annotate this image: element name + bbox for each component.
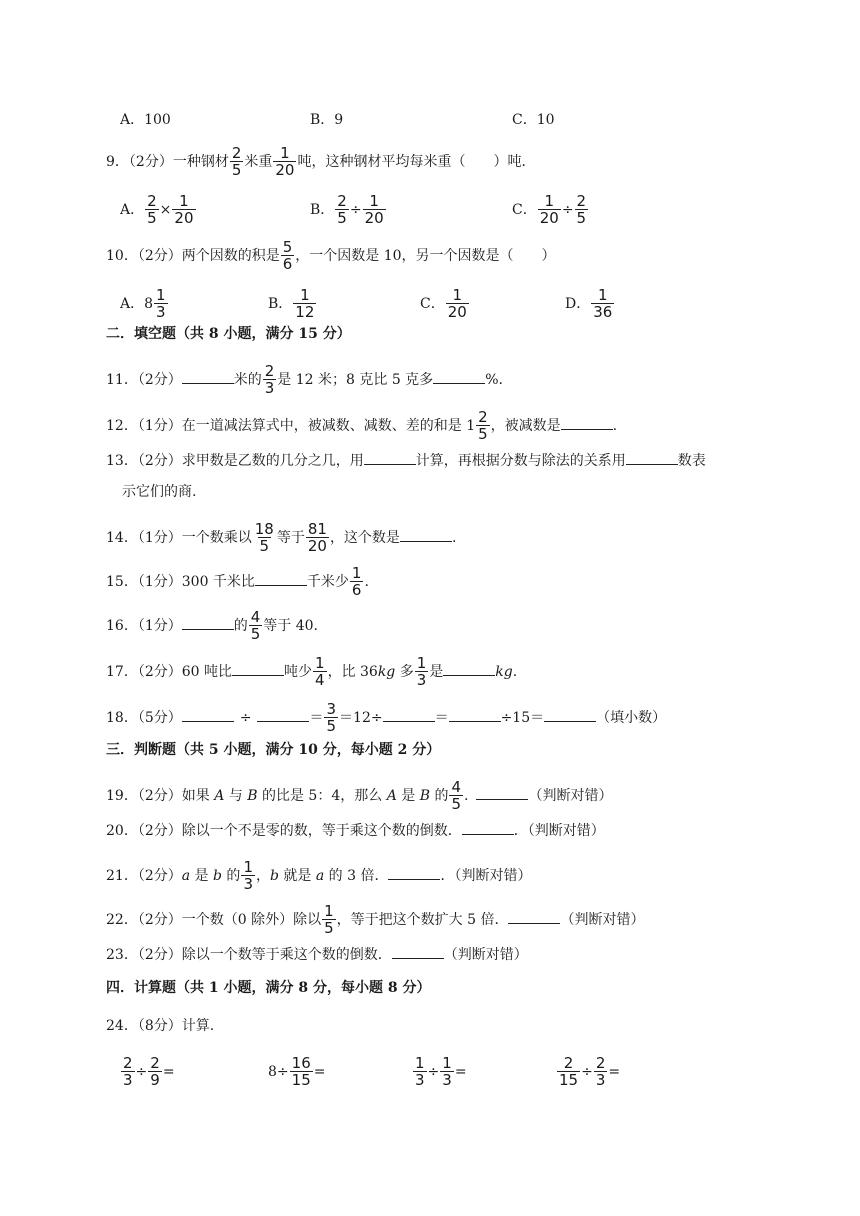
q9-option-c xyxy=(512,194,589,226)
question-text: 千米少 xyxy=(306,574,349,590)
question-number: 14． xyxy=(106,530,138,546)
fraction xyxy=(154,288,168,320)
calc-expression-2 xyxy=(268,1056,325,1088)
question-number: 21． xyxy=(106,868,138,884)
judge-hint: ．（判断对错） xyxy=(440,868,532,884)
denominator: 5 xyxy=(250,625,261,643)
question-text: ，这个数是 xyxy=(329,530,400,546)
denominator: 6 xyxy=(282,255,293,273)
section-4-heading: 四．计算题（共 1 小题，满分 8 分，每小题 8 分） xyxy=(106,980,431,996)
unit-kg: kg xyxy=(495,664,513,680)
fraction xyxy=(281,240,295,272)
q9-option-b xyxy=(310,194,387,226)
question-16 xyxy=(106,610,318,642)
mixed-number xyxy=(144,288,168,320)
question-score: （1分） xyxy=(137,418,182,434)
numerator: 2 xyxy=(147,192,157,210)
option-label: C． xyxy=(512,202,537,218)
answer-blank[interactable] xyxy=(544,707,596,722)
numerator: 1 xyxy=(598,286,608,304)
question-number: 16． xyxy=(106,618,138,634)
question-number: 22． xyxy=(106,912,138,928)
answer-blank[interactable] xyxy=(462,820,514,835)
option-label: B． xyxy=(310,202,335,218)
question-20 xyxy=(106,820,605,841)
denominator: 5 xyxy=(259,537,270,555)
question-23 xyxy=(106,944,528,965)
answer-blank[interactable] xyxy=(476,785,528,800)
fraction xyxy=(557,1056,580,1088)
question-text: 是 12 米；8 克比 5 克多 xyxy=(277,372,434,388)
question-text: 的 xyxy=(221,868,241,884)
fraction xyxy=(273,146,296,178)
question-text: . xyxy=(364,574,369,590)
numerator: 2 xyxy=(576,192,587,210)
fraction xyxy=(313,656,327,688)
question-text: 多 xyxy=(395,664,414,680)
operator: ÷ xyxy=(349,202,362,218)
question-text: 的 xyxy=(430,788,449,804)
fraction xyxy=(241,860,255,892)
answer-blank[interactable] xyxy=(443,661,495,676)
question-text: 在一道减法算式中，被减数、减数、差的和是 1 xyxy=(181,418,476,434)
numerator: 4 xyxy=(451,778,462,796)
numerator: 3 xyxy=(326,700,337,718)
question-number: 24． xyxy=(106,1018,138,1034)
variable: a xyxy=(315,868,325,884)
denominator: 20 xyxy=(174,209,194,227)
variable: B xyxy=(419,788,431,804)
answer-blank[interactable] xyxy=(449,707,501,722)
question-score: （2分） xyxy=(137,248,182,264)
question-9 xyxy=(106,146,535,178)
judge-hint: （判断对错） xyxy=(560,912,645,928)
question-score: （1分） xyxy=(137,574,182,590)
operator: ÷ xyxy=(581,1064,593,1080)
numerator: 1 xyxy=(243,858,253,876)
question-score: （2分） xyxy=(137,947,182,963)
fraction xyxy=(591,288,614,320)
question-score: （8分） xyxy=(137,1018,182,1034)
answer-blank[interactable] xyxy=(364,450,416,465)
fraction xyxy=(446,288,469,320)
question-text: 与 xyxy=(224,788,248,804)
fraction xyxy=(350,566,364,598)
question-text: 是 xyxy=(429,664,444,680)
question-number: 9． xyxy=(106,154,129,170)
answer-blank[interactable] xyxy=(182,369,234,384)
denominator: 5 xyxy=(478,425,488,443)
fraction xyxy=(148,1056,162,1088)
question-text: 等于 xyxy=(276,530,305,546)
numerator: 2 xyxy=(123,1054,133,1072)
q9-option-a xyxy=(120,194,197,226)
answer-blank[interactable] xyxy=(626,450,678,465)
variable: b xyxy=(213,868,222,884)
question-text: ，等于把这个数扩大 5 倍． xyxy=(336,912,509,928)
question-text: 的 xyxy=(233,618,248,634)
question-text: ＝12÷ xyxy=(339,710,383,726)
variable: b xyxy=(269,868,279,884)
question-11 xyxy=(106,364,503,396)
calc-expression-1 xyxy=(120,1056,175,1088)
numerator: 18 xyxy=(254,520,274,538)
question-text: （填小数） xyxy=(596,710,667,726)
variable: A xyxy=(386,788,397,804)
denominator: 15 xyxy=(559,1071,579,1089)
q8-option-b: B．9 xyxy=(310,112,344,128)
denominator: 3 xyxy=(156,303,166,321)
question-score: （2分） xyxy=(128,154,173,170)
numerator: 81 xyxy=(307,520,327,538)
numerator: 1 xyxy=(300,286,310,304)
question-18 xyxy=(106,702,666,734)
question-text: ，一个因数是 10，另一个因数是（ ） xyxy=(295,248,556,264)
calc-expression-3 xyxy=(412,1056,467,1088)
question-text: 如果 xyxy=(181,788,215,804)
question-score: （2分） xyxy=(137,664,182,680)
denominator: 3 xyxy=(243,875,253,893)
fraction xyxy=(306,522,329,554)
fraction xyxy=(449,780,463,812)
question-text: 300 千米比 xyxy=(181,574,255,590)
answer-blank[interactable] xyxy=(561,415,613,430)
question-text: . xyxy=(464,788,469,804)
denominator: 5 xyxy=(337,209,347,227)
question-text: . xyxy=(451,530,457,546)
denominator: 3 xyxy=(442,1071,452,1089)
denominator: 3 xyxy=(415,1071,425,1089)
question-score: （2分） xyxy=(137,788,182,804)
question-number: 19． xyxy=(106,788,138,804)
fraction xyxy=(594,1056,608,1088)
unit-kg: kg xyxy=(377,664,396,680)
numerator: 1 xyxy=(324,902,334,920)
q8-option-a: A．100 xyxy=(120,112,171,128)
question-text: 数表 xyxy=(677,453,706,469)
denominator: 5 xyxy=(324,919,334,937)
question-text: 吨少 xyxy=(284,664,313,680)
operator: ÷ xyxy=(561,202,574,218)
question-text: ，被减数是 xyxy=(490,418,561,434)
numerator: 1 xyxy=(452,286,463,304)
option-label: B． xyxy=(268,296,293,312)
fraction xyxy=(121,1056,135,1088)
question-text: 吨，这种钢材平均每米重（ ）吨． xyxy=(297,154,536,170)
fraction xyxy=(335,194,349,226)
operator: ＝ xyxy=(434,710,449,726)
question-number: 12． xyxy=(106,418,138,434)
numerator: 1 xyxy=(369,192,379,210)
question-text: 一个数乘以 xyxy=(181,530,252,546)
denominator: 3 xyxy=(264,379,275,397)
numerator: 1 xyxy=(280,144,290,162)
denominator: 5 xyxy=(326,717,337,735)
fraction xyxy=(293,288,316,320)
denominator: 5 xyxy=(451,795,462,813)
denominator: 20 xyxy=(447,303,467,321)
whole-part: 8 xyxy=(144,296,154,312)
question-score: （1分） xyxy=(137,618,182,634)
variable: B xyxy=(247,788,258,804)
fraction xyxy=(440,1056,454,1088)
denominator: 3 xyxy=(123,1071,133,1089)
q8-option-c: C．10 xyxy=(512,112,555,128)
fraction xyxy=(538,194,561,226)
question-19 xyxy=(106,780,612,812)
question-text: ， xyxy=(255,868,270,884)
answer-blank[interactable] xyxy=(255,571,307,586)
fraction xyxy=(575,194,589,226)
section-2-heading: 二．填空题（共 8 小题，满分 15 分） xyxy=(106,326,351,342)
question-number: 13． xyxy=(106,453,138,469)
fraction xyxy=(413,1056,427,1088)
question-text: . xyxy=(512,664,518,680)
equals-sign: = xyxy=(313,1064,326,1080)
denominator: 5 xyxy=(576,209,587,227)
question-text: 计算，再根据分数与除法的关系用 xyxy=(415,453,626,469)
option-label: A． xyxy=(120,296,145,312)
answer-blank[interactable] xyxy=(182,615,234,630)
question-text: 一个数（0 除外）除以 xyxy=(181,912,322,928)
q10-option-b xyxy=(268,288,317,320)
question-score: （2分） xyxy=(137,868,182,884)
operator: ÷ xyxy=(239,710,252,726)
question-score: （2分） xyxy=(137,912,182,928)
question-text: ÷15＝ xyxy=(500,710,545,726)
question-score: （2分） xyxy=(137,453,182,469)
operator: ÷ xyxy=(276,1064,289,1080)
numerator: 2 xyxy=(264,362,275,380)
question-24 xyxy=(106,1016,214,1036)
whole-number: 8 xyxy=(268,1064,277,1080)
question-text: 两个因数的积是 xyxy=(181,248,280,264)
question-15 xyxy=(106,566,369,598)
question-text: 求甲数是乙数的几分之几，用 xyxy=(181,453,364,469)
denominator: 20 xyxy=(364,209,384,227)
equals-sign: = xyxy=(162,1064,175,1080)
numerator: 2 xyxy=(563,1054,574,1072)
fraction xyxy=(172,194,195,226)
denominator: 3 xyxy=(416,671,427,689)
numerator: 1 xyxy=(179,192,189,210)
numerator: 1 xyxy=(351,564,362,582)
question-21 xyxy=(106,860,531,892)
fraction xyxy=(476,410,490,442)
question-13-continued: 示它们的商. xyxy=(122,484,197,500)
answer-blank[interactable] xyxy=(392,944,444,959)
denominator: 9 xyxy=(150,1071,160,1089)
question-number: 10． xyxy=(106,248,138,264)
question-number: 23． xyxy=(106,947,138,963)
calc-expression-4 xyxy=(556,1056,620,1088)
variable: A xyxy=(214,788,225,804)
denominator: 12 xyxy=(295,303,315,321)
answer-blank[interactable] xyxy=(257,707,309,722)
judge-hint: ．（判断对错） xyxy=(513,823,605,839)
question-score: （2分） xyxy=(137,372,182,388)
fraction xyxy=(415,656,429,688)
numerator: 16 xyxy=(291,1054,311,1072)
q10-option-d xyxy=(565,288,615,320)
fraction xyxy=(363,194,386,226)
question-text: 一种钢材 xyxy=(172,154,229,170)
answer-blank[interactable] xyxy=(508,909,560,924)
question-17 xyxy=(106,656,517,688)
question-10 xyxy=(106,240,556,272)
fraction xyxy=(263,364,277,396)
answer-blank[interactable] xyxy=(388,865,440,880)
question-score: （5分） xyxy=(137,710,182,726)
question-13 xyxy=(106,450,706,471)
denominator: 20 xyxy=(275,161,295,179)
question-12 xyxy=(106,410,617,442)
question-text: %. xyxy=(485,372,503,388)
denominator: 20 xyxy=(539,209,559,227)
option-label: C． xyxy=(420,296,445,312)
numerator: 2 xyxy=(337,192,347,210)
answer-blank[interactable] xyxy=(400,527,452,542)
answer-blank[interactable] xyxy=(182,707,234,722)
answer-blank[interactable] xyxy=(232,661,284,676)
question-text: 是 xyxy=(396,788,420,804)
judge-hint: （判断对错） xyxy=(528,788,613,804)
equals-sign: = xyxy=(454,1064,467,1080)
operator: ÷ xyxy=(135,1064,148,1080)
question-text: 米的 xyxy=(233,372,262,388)
numerator: 2 xyxy=(231,144,242,162)
question-text: 除以一个数等于乘这个数的倒数． xyxy=(181,947,392,963)
operator: ÷ xyxy=(427,1064,440,1080)
fraction xyxy=(253,522,276,554)
question-number: 15． xyxy=(106,574,138,590)
question-text: 就是 xyxy=(278,868,316,884)
operator: × xyxy=(159,202,172,218)
variable: a xyxy=(181,868,191,884)
option-label: D． xyxy=(565,296,591,312)
denominator: 5 xyxy=(231,161,242,179)
question-text: 计算. xyxy=(181,1018,215,1034)
question-number: 17． xyxy=(106,664,138,680)
judge-hint: （判断对错） xyxy=(443,947,528,963)
fraction xyxy=(249,610,263,642)
section-3-heading: 三．判断题（共 5 小题，满分 10 分，每小题 2 分） xyxy=(106,742,441,758)
question-score: （2分） xyxy=(137,823,182,839)
question-text: ，比 36 xyxy=(327,664,378,680)
numerator: 1 xyxy=(442,1054,452,1072)
question-22 xyxy=(106,904,644,936)
q10-option-c xyxy=(420,288,470,320)
question-number: 18． xyxy=(106,710,138,726)
denominator: 6 xyxy=(351,581,362,599)
question-text: . xyxy=(612,418,618,434)
denominator: 36 xyxy=(593,303,613,321)
fraction xyxy=(324,702,338,734)
question-text: 的比是 5：4，那么 xyxy=(257,788,387,804)
question-number: 20． xyxy=(106,823,138,839)
fraction xyxy=(230,146,244,178)
denominator: 3 xyxy=(595,1071,606,1089)
numerator: 2 xyxy=(478,408,488,426)
answer-blank[interactable] xyxy=(383,707,435,722)
denominator: 15 xyxy=(291,1071,311,1089)
numerator: 5 xyxy=(282,238,293,256)
question-score: （1分） xyxy=(137,530,182,546)
question-text: 的 3 倍． xyxy=(324,868,389,884)
question-text: 等于 40. xyxy=(263,618,319,634)
numerator: 2 xyxy=(150,1054,160,1072)
denominator: 20 xyxy=(307,537,327,555)
numerator: 1 xyxy=(415,1054,425,1072)
numerator: 1 xyxy=(416,654,427,672)
equals-sign: = xyxy=(608,1064,621,1080)
question-text: 60 吨比 xyxy=(181,664,233,680)
denominator: 4 xyxy=(315,671,325,689)
answer-blank[interactable] xyxy=(433,369,485,384)
q10-option-a xyxy=(120,288,169,320)
numerator: 2 xyxy=(595,1054,606,1072)
numerator: 1 xyxy=(156,286,166,304)
denominator: 5 xyxy=(147,209,157,227)
fraction xyxy=(145,194,159,226)
operator: ＝ xyxy=(309,710,324,726)
question-text: 除以一个不是零的数，等于乘这个数的倒数． xyxy=(181,823,462,839)
numerator: 1 xyxy=(315,654,325,672)
fraction xyxy=(322,904,336,936)
fraction xyxy=(290,1056,313,1088)
question-14 xyxy=(106,522,456,554)
question-text: 米重 xyxy=(244,154,273,170)
question-text: 是 xyxy=(190,868,214,884)
question-number: 11． xyxy=(106,372,138,388)
numerator: 1 xyxy=(544,192,555,210)
numerator: 4 xyxy=(250,608,261,626)
option-label: A． xyxy=(120,202,145,218)
